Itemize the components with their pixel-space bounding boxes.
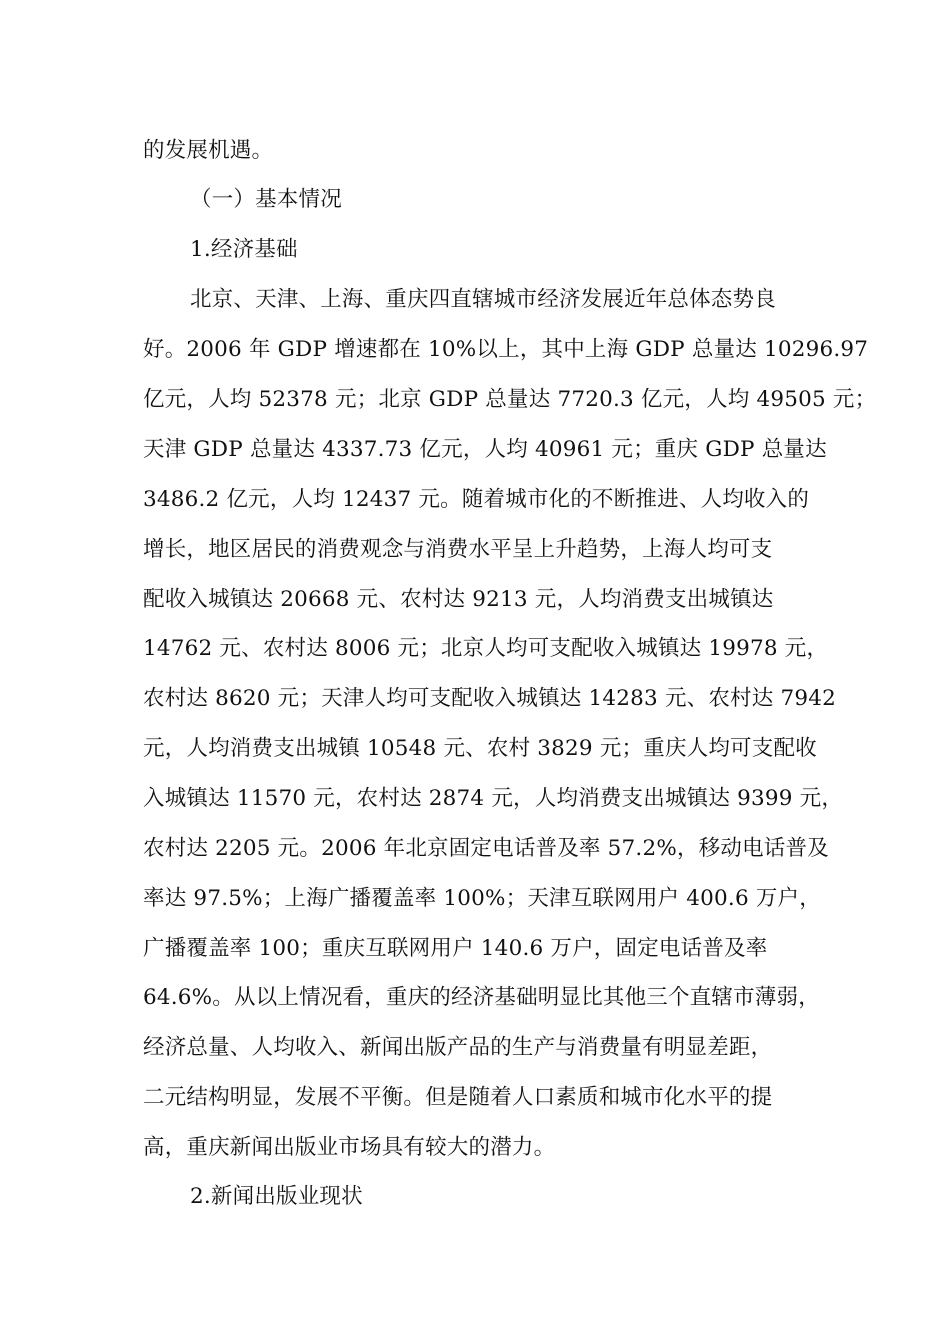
paragraph-continuation-line: 的发展机遇。 [143,138,274,163]
body-line: 配收入城镇达 20668 元、农村达 9213 元，人均消费支出城镇达 [143,587,774,612]
body-line: 天津 GDP 总量达 4337.73 亿元，人均 40961 元；重庆 GDP 总量达 [143,437,827,462]
body-line: 广播覆盖率 100；重庆互联网用户 140.6 万户，固定电话普及率 [143,936,768,961]
section-heading: （一）基本情况 [190,187,342,212]
body-line: 3486.2 亿元，人均 12437 元。随着城市化的不断推进、人均收入的 [143,487,810,512]
subsection-heading: 1.经济基础 [190,237,298,262]
body-line: 元，人均消费支出城镇 10548 元、农村 3829 元；重庆人均可支配收 [143,736,817,761]
subsection-heading: 2.新闻出版业现状 [190,1184,363,1209]
body-line: 亿元，人均 52378 元；北京 GDP 总量达 7720.3 亿元，人均 49505 元； [143,387,877,412]
body-line: 农村达 2205 元。2006 年北京固定电话普及率 57.2%，移动电话普及 [143,836,829,861]
body-line: 入城镇达 11570 元，农村达 2874 元，人均消费支出城镇达 9399 元， [143,786,844,811]
body-line: 高，重庆新闻出版业市场具有较大的潜力。 [143,1135,556,1160]
body-line: 二元结构明显，发展不平衡。但是随着人口素质和城市化水平的提 [143,1085,773,1110]
body-line: 农村达 8620 元；天津人均可支配收入城镇达 14283 元、农村达 7942 [143,686,836,711]
body-line: 14762 元、农村达 8006 元；北京人均可支配收入城镇达 19978 元， [143,636,829,661]
body-line: 北京、天津、上海、重庆四直辖城市经济发展近年总体态势良 [190,287,776,312]
body-line: 64.6%。从以上情况看，重庆的经济基础明显比其他三个直辖市薄弱， [143,985,820,1010]
body-line: 增长，地区居民的消费观念与消费水平呈上升趋势，上海人均可支 [143,537,773,562]
body-line: 率达 97.5%；上海广播覆盖率 100%；天津互联网用户 400.6 万户， [143,886,821,911]
body-line: 好。2006 年 GDP 增速都在 10%以上，其中上海 GDP 总量达 10296.97 [143,337,869,362]
body-line: 经济总量、人均收入、新闻出版产品的生产与消费量有明显差距， [143,1035,773,1060]
